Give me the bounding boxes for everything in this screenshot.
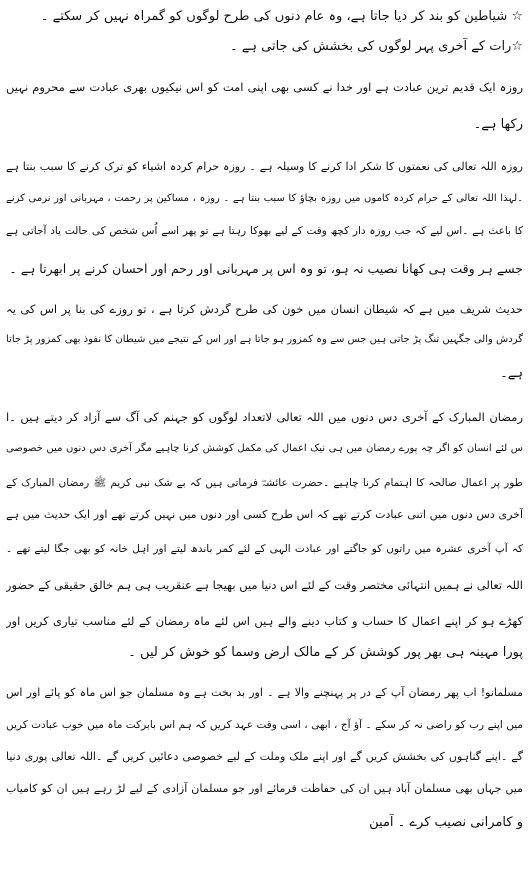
paragraph-line: میں اپنے رب کو راضی نہ کر سکے ۔ آؤ آج ، ابھی ، اسی وقت عہد کریں کہ ہم اس بابرکت ماہ میں خوب عبادت کریں	[6, 719, 523, 731]
paragraph-line: روزہ ایک قدیم ترین عبادت ہے اور خدا نے کسی بھی اپنی امت کو اس نیکیوں بھری عبادت سے محروم نہیں	[6, 80, 523, 94]
paragraph-line: حدیث شریف میں ہے کہ شیطان انسان میں خون کی طرح گردش کرتا ہے ، تو روزے کی بنا پر اس کی یہ	[6, 302, 523, 316]
bullet-line-shayateen: ☆ شیاطین کو بند کر دیا جاتا ہے، وہ عام دنوں کی طرح لوگوں کو گمراہ نہیں کر سکتے ۔	[40, 9, 523, 24]
paragraph-line: رکھا ہے۔	[473, 117, 523, 132]
paragraph-line: روزہ اللہ تعالی کی نعمتوں کا شکر ادا کرنے کا وسیلہ ہے ۔ روزہ حرام کردہ اشیاء کو ترک کرنے کا سبب بنتا ہے	[6, 160, 523, 173]
paragraph-line: اللہ تعالی نے ہمیں انتہائی مختصر وقت کے لئے اس دنیا میں بھیجا ہے عنقریب ہی ہم خالق حقیقی کے حضور	[6, 578, 523, 592]
paragraph-line: پورا مہینہ ہی بھر پور کوشش کر کے مالک ارض وسما کو خوش کر لیں ۔	[128, 645, 523, 660]
paragraph-line: جسے ہر وقت ہی کھانا نصیب نہ ہو، تو وہ اس پر مہربانی اور رحم اور احسان کرنے پر ابھرتا ہے ۔	[9, 261, 523, 276]
paragraph-line: طور پر اعمال صالحہ کا اہتمام کرنا چاہیے ۔حضرت عائشہؓ فرماتی ہیں کہ بے شک نبی کریم ﷺ رمضان المبارک کے	[6, 477, 523, 489]
paragraph-line: کہ آپ آخری عشرہ میں راتوں کو جاگتے اور عبادت الہی کے لئے کمر باندھ لیتے اور اہل خانہ کو بھی جگا لیتے تھے ۔	[6, 543, 523, 555]
paragraph-line: مسلمانو! اب پھر رمضان آپ کے در پر پہنچنے والا ہے ۔ اور بد بخت ہے وہ مسلمان جو اس ماہ کو پائے اور اس	[6, 686, 523, 699]
paragraph-line: رمضان المبارک کے آخری دس دنوں میں اللہ تعالی لاتعداد لوگوں کو جہنم کی آگ سے آزاد کر دیتے ہیں ۔ا	[6, 410, 523, 424]
closing-line-ameen: و کامرانی نصیب کرے ۔ آمین	[369, 815, 523, 830]
paragraph-line: میں جہاں بھی مسلمان آباد ہیں ان کی حفاظت فرمائے اور جو مسلمان آزادی کے لیے لڑ رہے ہیں ان کو کامیاب	[6, 782, 523, 795]
paragraph-line: کھڑے ہو کر اپنے اعمال کا حساب و کتاب دینے والے ہیں اس لئے ماہ رمضان کے لئے مناسب تیاری کریں اور	[6, 614, 523, 628]
paragraph-line: آخری دس دنوں میں اتنی عبادت کرتے تھے کہ اس طرح کسی اور دنوں میں نہیں کرتے تھے اور ایک حدیث میں ہے	[6, 508, 523, 521]
bullet-line-bakhshish: ☆رات کے آخری پہر لوگوں کی بخشش کی جاتی ہے ۔	[230, 39, 523, 54]
paragraph-line: س لئے انسان کو اگر چہ پورے رمضان میں ہی نیک اعمال کی مکمل کوشش کرنا چاہیے مگر آخری دس دنوں میں خصوصی	[6, 443, 523, 454]
paragraph-line: کا باعث ہے ۔اس لیے کہ جب روزہ دار کچھ وقت کے لیے بھوکا رہتا ہے تو پھر اسے اُس شخص کی حالت یاد آجاتی ہے	[6, 225, 523, 237]
paragraph-line: ہے۔	[500, 366, 523, 381]
paragraph-line: ۔لہذا اللہ تعالی کے حرام کردہ کاموں میں روزہ بچاؤ کا سبب بنتا ہے ۔ روزہ ، مساکین پر رحمت ، مہربانی اور نرمی کرنے	[6, 193, 523, 204]
paragraph-line: گردش والی جگہیں تنگ پڑ جاتی ہیں جس سے وہ کمزور ہو جاتا ہے اور اس کے نتیجے میں شیطان کا نفوذ بھی کمزور پڑ جاتا	[6, 334, 523, 345]
paragraph-line: گے ۔اپنے گناہوں کی بخشش کریں گے اور اپنے ملک وملت کے لیے خصوصی دعائیں کریں گے ۔اللہ تعالی پوری دنیا	[6, 750, 523, 763]
